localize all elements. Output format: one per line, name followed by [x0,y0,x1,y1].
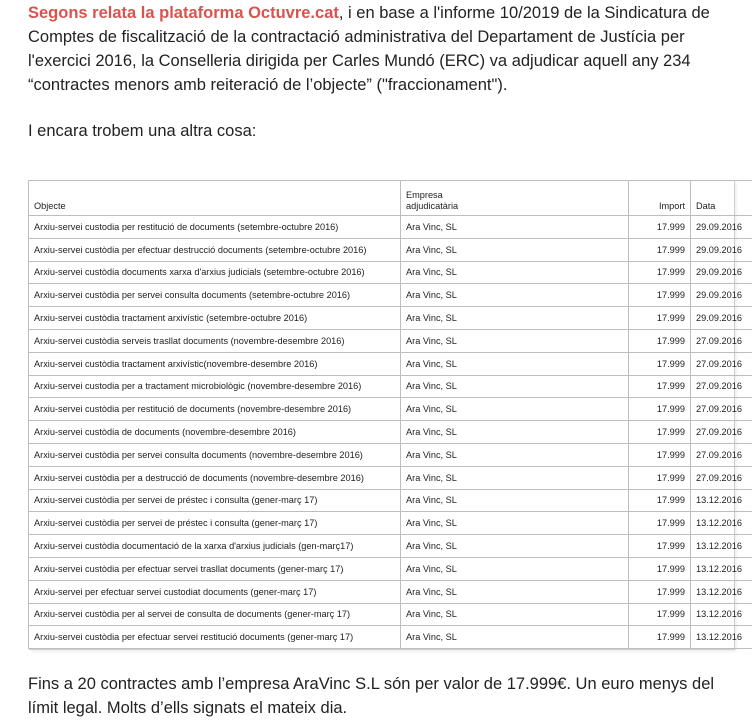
cell-import: 17.999 [629,466,691,489]
cell-objecte: Arxiu-servei custòdia per servei consulta documents (novembre-desembre 2016) [29,443,401,466]
cell-import: 17.999 [629,352,691,375]
table-body [29,216,752,649]
cell-objecte: Arxiu-servei custòdia per efectuar destrucció documents (setembre-octubre 2016) [29,238,401,261]
cell-import: 17.999 [629,307,691,330]
cell-objecte: Arxiu-servei custòdia per servei consulta documents (setembre-octubre 2016) [29,284,401,307]
cell-import: 17.999 [629,284,691,307]
table-row [29,489,752,512]
table-row [29,580,752,603]
cell-data: 27.09.2016 [691,398,752,421]
table-row [29,375,752,398]
cell-objecte: Arxiu-servei per efectuar servei custodiat documents (gener-març 17) [29,580,401,603]
cell-import: 17.999 [629,261,691,284]
cell-import: 17.999 [629,329,691,352]
cell-objecte: Arxiu-servei custòdia per a destrucció de documents (novembre-desembre 2016) [29,466,401,489]
header-empresa-line2: adjudicatària [406,201,459,211]
cell-import: 17.999 [629,238,691,261]
table-row [29,466,752,489]
cell-data: 27.09.2016 [691,466,752,489]
cell-objecte: Arxiu-servei custòdia serveis trasllat documents (novembre-desembre 2016) [29,329,401,352]
contracts-table [28,180,752,649]
cell-data: 13.12.2016 [691,580,752,603]
cell-empresa: Ara Vinc, SL [401,284,629,307]
cell-data: 13.12.2016 [691,603,752,626]
cell-data: 13.12.2016 [691,512,752,535]
cell-empresa: Ara Vinc, SL [401,443,629,466]
cell-data: 27.09.2016 [691,421,752,444]
cell-data: 27.09.2016 [691,375,752,398]
table-row [29,603,752,626]
cell-empresa: Ara Vinc, SL [401,603,629,626]
table-row [29,557,752,580]
cell-empresa: Ara Vinc, SL [401,512,629,535]
cell-empresa: Ara Vinc, SL [401,421,629,444]
cell-data: 29.09.2016 [691,307,752,330]
cell-objecte: Arxiu-servei custòdia per al servei de consulta de documents (gener-març 17) [29,603,401,626]
cell-data: 29.09.2016 [691,284,752,307]
cell-import: 17.999 [629,443,691,466]
cell-objecte: Arxiu-servei custodia per restitució de documents (setembre-octubre 2016) [29,216,401,239]
cell-objecte: Arxiu-servei custòdia documents xarxa d'arxius judicials (setembre-octubre 2016) [29,261,401,284]
cell-import: 17.999 [629,512,691,535]
intro-paragraph [28,1,738,97]
table-row [29,535,752,558]
table-row [29,398,752,421]
cell-objecte: Arxiu-servei custòdia per servei de préstec i consulta (gener-març 17) [29,489,401,512]
cell-empresa: Ara Vinc, SL [401,216,629,239]
cell-empresa: Ara Vinc, SL [401,489,629,512]
cell-objecte: Arxiu-servei custòdia documentació de la xarxa d'arxius judicials (gen-març17) [29,535,401,558]
cell-objecte: Arxiu-servei custodia per a tractament microbiològic (novembre-desembre 2016) [29,375,401,398]
table-row [29,626,752,649]
cell-import: 17.999 [629,216,691,239]
cell-empresa: Ara Vinc, SL [401,535,629,558]
table-row [29,329,752,352]
cell-import: 17.999 [629,603,691,626]
cell-empresa: Ara Vinc, SL [401,307,629,330]
octuvre-link[interactable]: Segons relata la plataforma Octuvre.cat [28,4,339,22]
cell-data: 27.09.2016 [691,329,752,352]
cell-empresa: Ara Vinc, SL [401,580,629,603]
cell-objecte: Arxiu-servei custòdia per efectuar servei restitució documents (gener-març 17) [29,626,401,649]
cell-empresa: Ara Vinc, SL [401,352,629,375]
table-row [29,284,752,307]
table-row [29,216,752,239]
table-row [29,352,752,375]
header-data: Data [691,181,752,216]
cell-objecte: Arxiu-servei custòdia per servei de préstec i consulta (gener-març 17) [29,512,401,535]
cell-data: 13.12.2016 [691,489,752,512]
cell-empresa: Ara Vinc, SL [401,466,629,489]
cell-data: 13.12.2016 [691,535,752,558]
cell-import: 17.999 [629,557,691,580]
cell-objecte: Arxiu-servei custòdia tractament arxivístic (setembre-octubre 2016) [29,307,401,330]
header-import: Import [629,181,691,216]
header-empresa [401,181,629,216]
table-row [29,512,752,535]
table-header-row [29,181,752,216]
table-row [29,443,752,466]
cell-import: 17.999 [629,489,691,512]
cell-empresa: Ara Vinc, SL [401,261,629,284]
cell-data: 29.09.2016 [691,216,752,239]
cell-empresa: Ara Vinc, SL [401,375,629,398]
closing-paragraph: Fins a 20 contractes amb l’empresa AraVinc S.L són per valor de 17.999€. Un euro menys del límit legal. Molts d’ells signats el mateix dia. [28,675,715,717]
table-row [29,307,752,330]
table-row [29,238,752,261]
cell-objecte: Arxiu-servei custòdia per restitució de documents (novembre-desembre 2016) [29,398,401,421]
cell-empresa: Ara Vinc, SL [401,238,629,261]
cell-objecte: Arxiu-servei custòdia tractament arxivístic(novembre-desembre 2016) [29,352,401,375]
cell-import: 17.999 [629,398,691,421]
table-row [29,261,752,284]
contracts-table-image [28,180,742,649]
cell-data: 27.09.2016 [691,352,752,375]
lead-paragraph: I encara trobem una altra cosa: [28,122,257,140]
table-row [29,421,752,444]
cell-objecte: Arxiu-servei custòdia de documents (novembre-desembre 2016) [29,421,401,444]
cell-empresa: Ara Vinc, SL [401,626,629,649]
cell-import: 17.999 [629,535,691,558]
cell-import: 17.999 [629,375,691,398]
cell-import: 17.999 [629,626,691,649]
cell-import: 17.999 [629,580,691,603]
intro-text: , i en base a l'informe 10/2019 de la Sindicatura de Comptes de fiscalització de la contractació administrativa del Departament de Justícia per l'exercici 2016, la Conselleria dirigida per Carles Mundó (ERC) va adjudicar aquell any 234 “contractes menors amb reiteració de l’objecte” ("fraccionament"). [28,4,710,94]
cell-empresa: Ara Vinc, SL [401,329,629,352]
header-objecte: Objecte [29,181,401,216]
cell-data: 13.12.2016 [691,626,752,649]
cell-data: 13.12.2016 [691,557,752,580]
cell-data: 29.09.2016 [691,238,752,261]
cell-empresa: Ara Vinc, SL [401,557,629,580]
cell-objecte: Arxiu-servei custòdia per efectuar servei trasllat documents (gener-març 17) [29,557,401,580]
cell-import: 17.999 [629,421,691,444]
header-empresa-line1: Empresa [406,190,443,200]
cell-data: 27.09.2016 [691,443,752,466]
cell-empresa: Ara Vinc, SL [401,398,629,421]
cell-data: 29.09.2016 [691,261,752,284]
